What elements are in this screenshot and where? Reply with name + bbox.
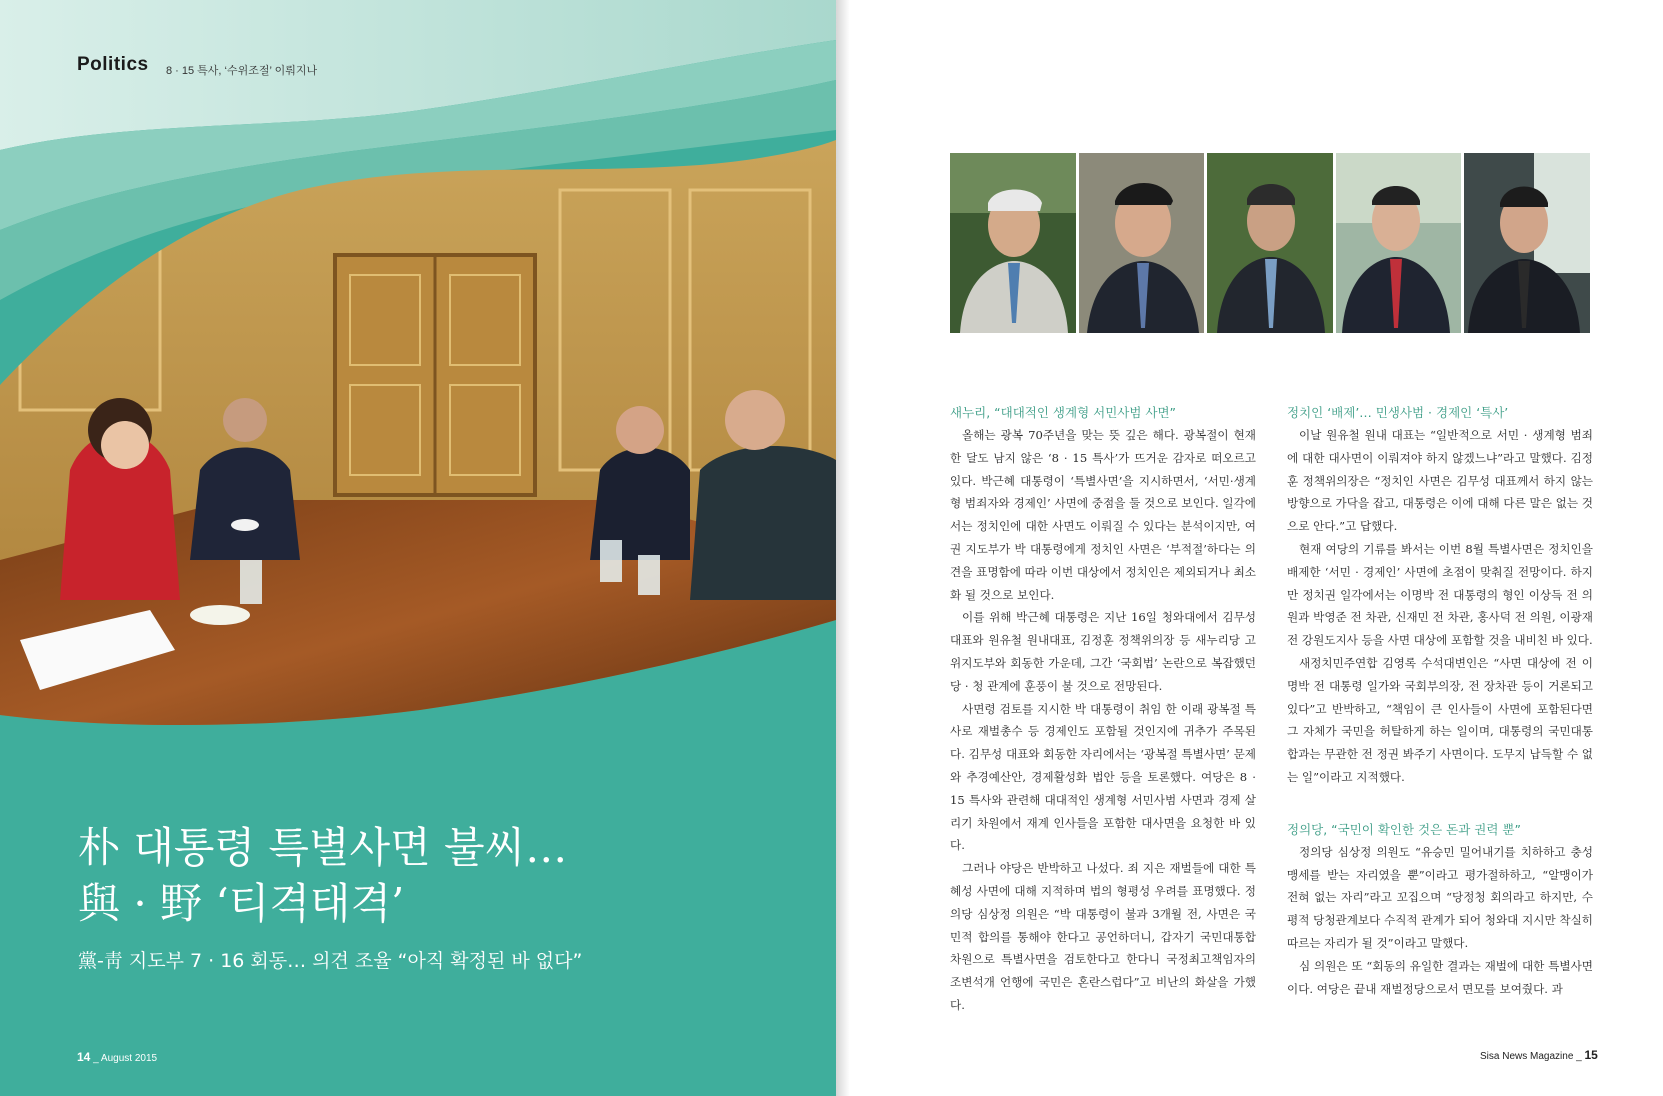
folio-left [77, 1050, 157, 1064]
column1-paragraph-2: 이를 위해 박근혜 대통령은 지난 16일 청와대에서 김무성 대표와 원유철 원내대표, 김정훈 정책위의장 등 새누리당 고위지도부와 회동한 가운데, 그간 ‘국회법’ 논란으로 복잡했던 당 · 청 관계에 훈풍이 불 것으로 전망된다. [950, 610, 1256, 693]
column2-paragraph-5: 심 의원은 또 “회동의 유일한 결과는 재벌에 대한 특별사면이다. 여당은 끝내 재벌정당으로서 면모를 보여줬다. 과 [1287, 958, 1593, 996]
portrait-3 [1207, 153, 1333, 333]
column2-paragraph-3: 새정치민주연합 김영록 수석대변인은 “사면 대상에 전 이명박 전 대통령 일가와 국회부의장, 전 장차관 등이 거론되고 있다”고 반박하고, “책임이 큰 인사들이 사면에 포함된다면 그 자체가 국민을 허탈하게 하는 일이며, 대통령의 국민대통합과는 무관한 전 정권 봐주기 사면이다. 도무지 납득할 수 없는 일”이라고 지적했다. [1287, 655, 1593, 784]
headline-line-1: 朴 대통령 특별사면 불씨… [78, 823, 568, 872]
folio-right [1480, 1048, 1598, 1062]
portrait-strip [950, 153, 1590, 333]
page-gutter [836, 0, 850, 1096]
portrait-4 [1336, 153, 1462, 333]
column2-paragraph-1: 이날 원유철 원내 대표는 “일반적으로 서민 · 생계형 범죄에 대한 대사면이 이뤄져야 하지 않겠느냐”라고 말했다. 김정훈 정책위의장은 “정치인 사면은 김무성 대표께서 하지 않는 방향으로 가닥을 잡고, 대통령은 이에 대해 다른 말은 없는 것으로 안다.”고 답했다. [1287, 428, 1593, 534]
column2-heading-1: 정치인 ‘배제’… 민생사범 · 경제인 ‘특사’ [1287, 405, 1509, 420]
headline [78, 820, 567, 932]
column2-heading-2: 정의당, “국민이 확인한 것은 돈과 권력 뿐” [1287, 821, 1521, 837]
portrait-5 [1464, 153, 1590, 333]
portrait-2 [1079, 153, 1205, 333]
article-column-1 [950, 402, 1256, 1017]
folio-left-text: _ August 2015 [93, 1053, 158, 1064]
column2-paragraph-4: 정의당 심상정 의원도 “유승민 밀어내기를 치하하고 충성맹세를 받는 자리였을 뿐”이라고 평가절하하고, “알맹이가 전혀 없는 자리”라고 꼬집으며 “당정청 회의라고 하지만, 수평적 당청관계보다 수직적 관계가 되어 청와대 지시만 착실히 따르는 자리가 될 것”이라고 말했다. [1287, 844, 1593, 950]
section-label: Politics [77, 54, 149, 75]
folio-right-text: Sisa News Magazine _ [1480, 1051, 1582, 1062]
portrait-1 [950, 153, 1076, 333]
column2-paragraph-2: 현재 여당의 기류를 봐서는 이번 8월 특별사면은 정치인을 배제한 ‘서민 · 경제인’ 사면에 초점이 맞춰질 전망이다. 하지만 정치권 일각에서는 이명박 전 대통령의 형인 이상득 전 의원과 박영준 전 차관, 신재민 전 차관, 홍사덕 전 의원, 이광재 전 강원도지사 등을 사면 대상에 포함할 것을 내비친 바 있다. [1287, 541, 1593, 648]
subheadline: 黨-靑 지도부 7 · 16 회동… 의견 조율 “아직 확정된 바 없다” [78, 950, 583, 972]
column1-paragraph-1: 올해는 광복 70주년을 맞는 뜻 깊은 해다. 광복절이 현재 한 달도 남지 않은 ‘8 · 15 특사’가 뜨거운 감자로 떠오르고 있다. 박근혜 대통령이 ‘특별사면’을 지시하면서, ‘서민·생계형 범죄자와 경제인’ 사면에 중점을 둘 것으로 보인다. 일각에서는 정치인에 대한 사면도 이뤄질 수 있다는 분석이지만, 여권 지도부가 박 대통령에게 정치인 사면은 ‘부적절’하다는 의견을 표명함에 따라 이번 대상에서 정치인은 제외되거나 최소화 될 것으로 보인다. [950, 428, 1256, 602]
column1-heading: 새누리, “대대적인 생계형 서민사범 사면” [950, 405, 1177, 420]
page-number-left: 14 [77, 1050, 91, 1064]
column1-paragraph-3: 사면령 검토를 지시한 박 대통령이 취임 한 이래 광복절 특사로 재벌총수 등 경제인도 포함될 것인지에 귀추가 주목된다. 김무성 대표와 회동한 자리에서는 ‘광복절 특별사면’ 문제와 추경예산안, 경제활성화 법안 등을 토론했다. 여당은 8 · 15 특사와 관련해 대대적인 생계형 서민사범 사면과 경제 살리기 차원에서 재계 인사들을 포함한 대사면을 요청한 바 있다. [950, 701, 1256, 853]
article-column-2 [1287, 402, 1593, 1000]
section-subtitle: 8 · 15 특사, ‘수위조절’ 이뤄지나 [166, 65, 318, 77]
page-number-right: 15 [1584, 1048, 1598, 1062]
column1-paragraph-4: 그러나 야당은 반박하고 나섰다. 죄 지은 재벌들에 대한 특혜성 사면에 대해 지적하며 법의 형평성 우려를 표명했다. 정의당 심상정 의원은 “박 대통령이 불과 3개월 전, 사면은 국민적 합의를 통해야 한다고 공언하더니, 갑자기 국민대통합 차원으로 특별사면을 검토한다고 한다니 국정최고책임자의 조변석개 언행에 국민은 혼란스럽다”고 비난의 화살을 가했다. [950, 861, 1256, 1012]
headline-line-2: 與 · 野 ‘티격태격’ [78, 879, 405, 928]
